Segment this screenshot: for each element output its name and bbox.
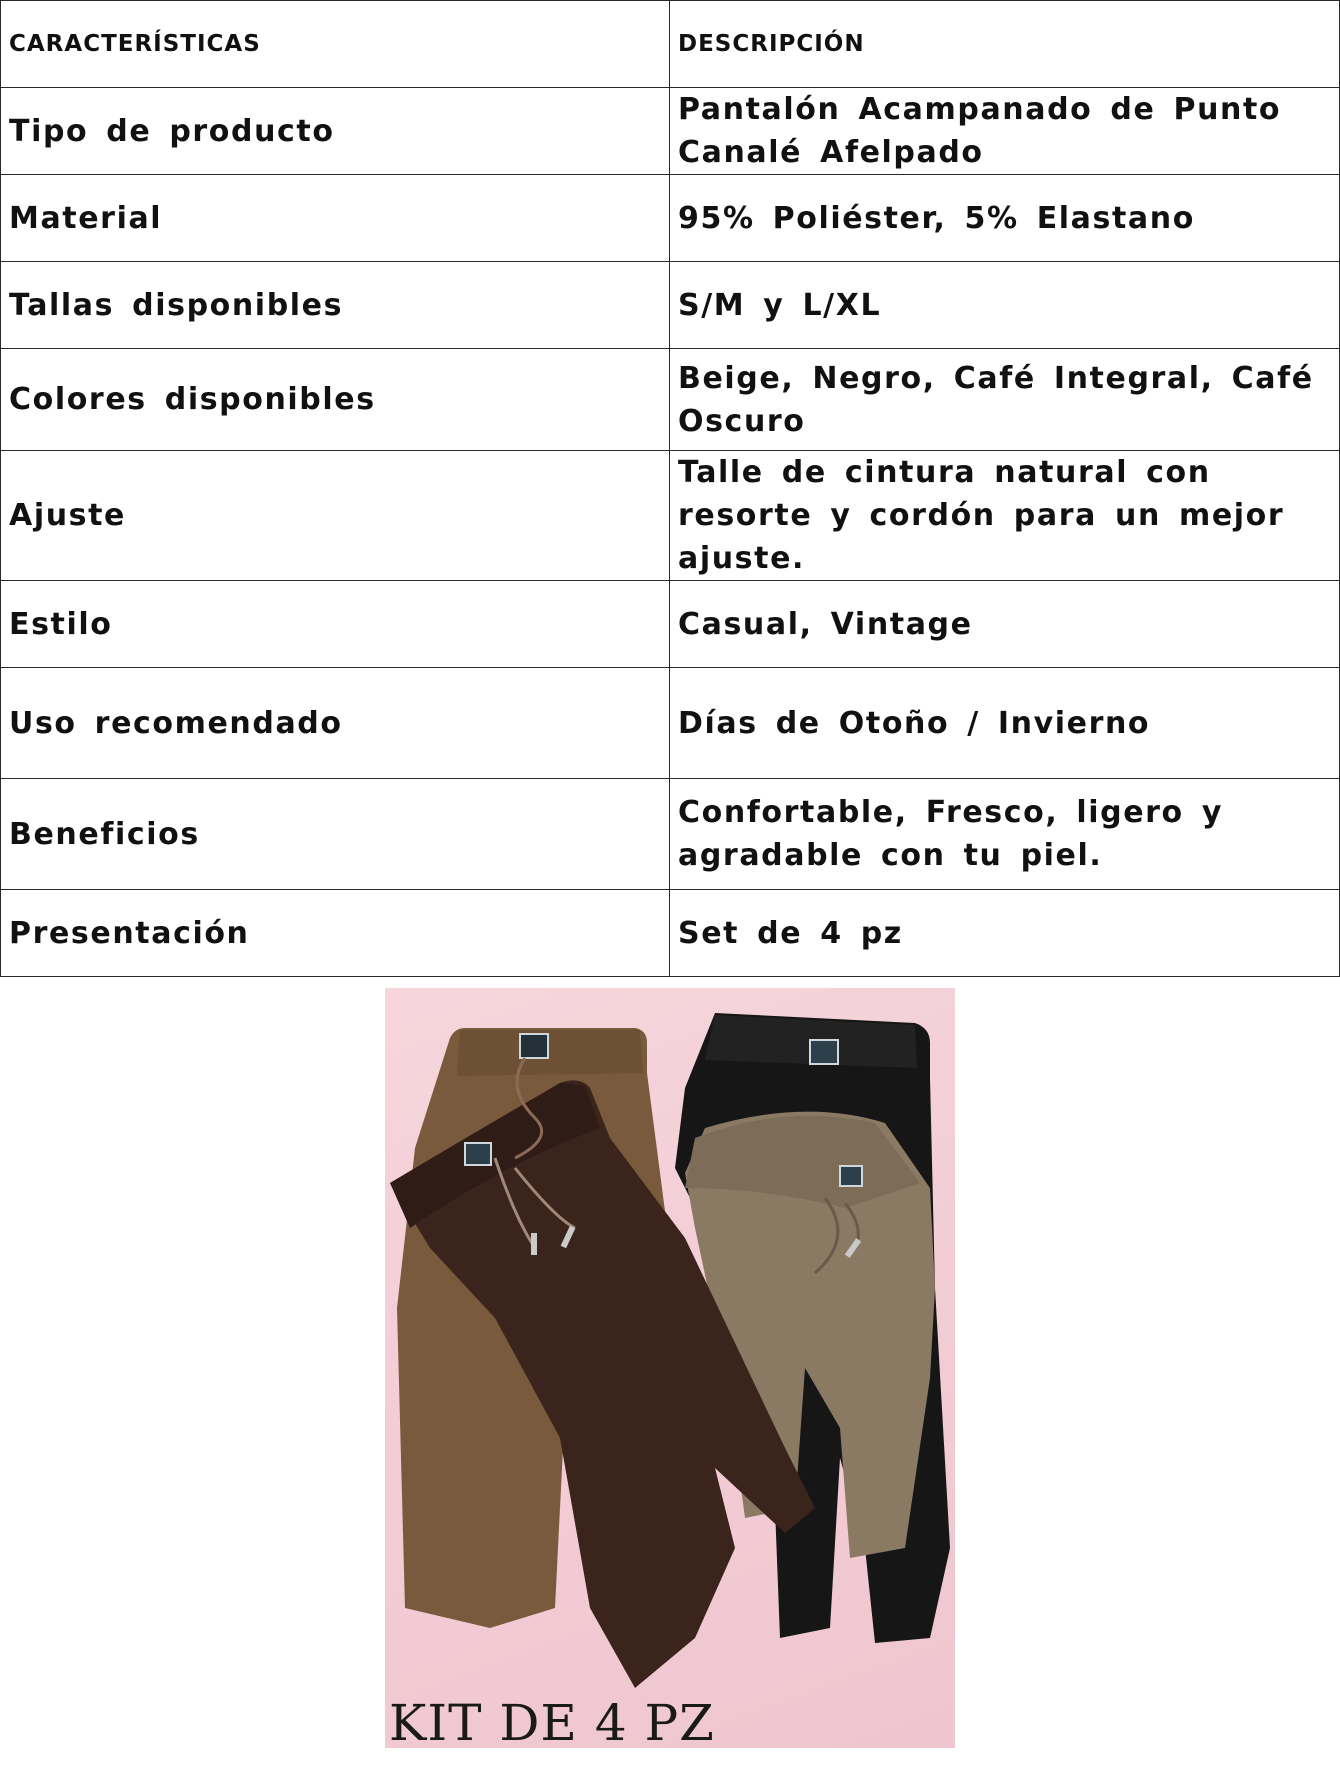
table-row — [1, 668, 1340, 779]
description-cell: Confortable, Fresco, ligero y agradable con tu piel. — [670, 779, 1340, 890]
description-cell: Beige, Negro, Café Integral, Café Oscuro — [670, 349, 1340, 451]
description-cell: Días de Otoño / Invierno — [670, 668, 1340, 779]
kit-caption: KIT DE 4 PZ — [389, 1694, 715, 1748]
header-description: DESCRIPCIÓN — [670, 1, 1340, 88]
feature-cell: Estilo — [1, 581, 670, 668]
table-row — [1, 175, 1340, 262]
feature-cell: Uso recomendado — [1, 668, 670, 779]
table-header-row — [1, 1, 1340, 88]
feature-cell: Ajuste — [1, 451, 670, 581]
table-row — [1, 451, 1340, 581]
feature-cell: Tallas disponibles — [1, 262, 670, 349]
table-row — [1, 349, 1340, 451]
description-cell: 95% Poliéster, 5% Elastano — [670, 175, 1340, 262]
table-row — [1, 890, 1340, 977]
description-cell: Casual, Vintage — [670, 581, 1340, 668]
table-row — [1, 581, 1340, 668]
feature-cell: Presentación — [1, 890, 670, 977]
table-row — [1, 262, 1340, 349]
description-cell: S/M y L/XL — [670, 262, 1340, 349]
product-photo — [385, 988, 955, 1748]
description-cell: Set de 4 pz — [670, 890, 1340, 977]
description-cell: Pantalón Acampanado de Punto Canalé Afelpado — [670, 88, 1340, 175]
header-features: CARACTERÍSTICAS — [1, 1, 670, 88]
feature-cell: Beneficios — [1, 779, 670, 890]
pants-illustration — [385, 988, 955, 1748]
feature-cell: Colores disponibles — [1, 349, 670, 451]
description-cell: Talle de cintura natural con resorte y cordón para un mejor ajuste. — [670, 451, 1340, 581]
table-row — [1, 779, 1340, 890]
table-row — [1, 88, 1340, 175]
feature-cell: Tipo de producto — [1, 88, 670, 175]
feature-cell: Material — [1, 175, 670, 262]
